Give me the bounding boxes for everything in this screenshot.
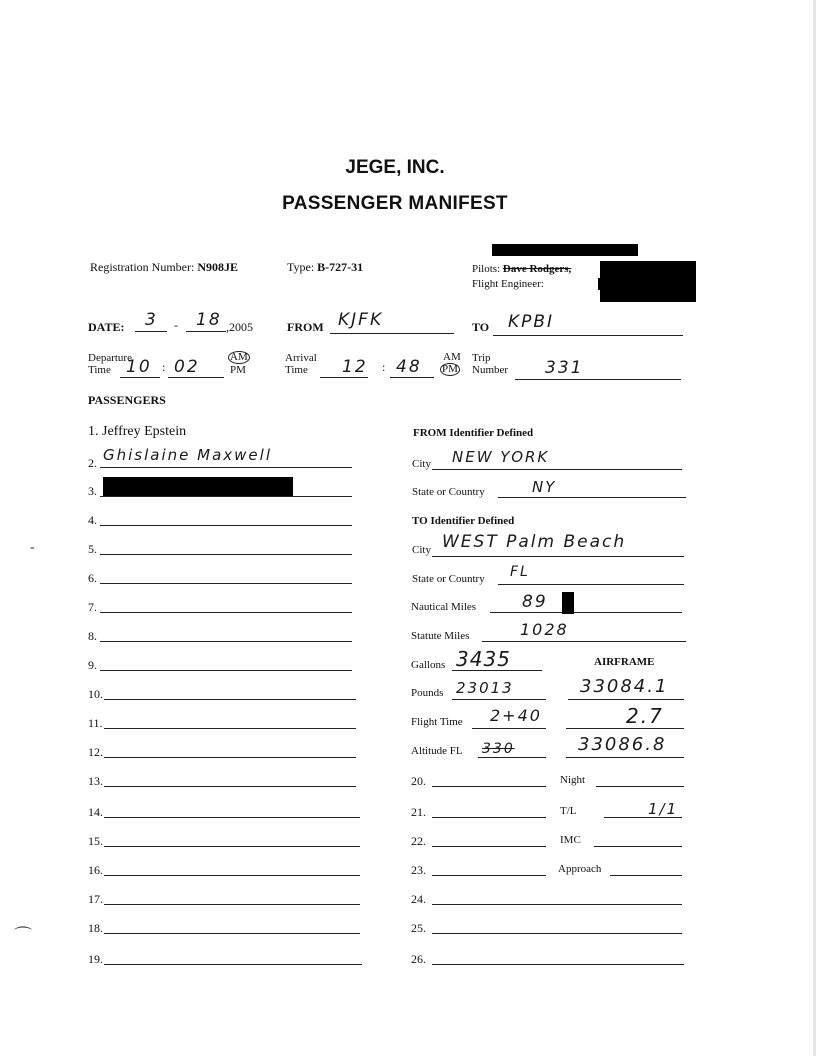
passenger-number: 2. — [88, 456, 97, 470]
flight-time-value: 2+40 — [490, 706, 542, 725]
passenger-line — [104, 904, 360, 905]
gallons-label: Gallons — [411, 659, 446, 671]
passenger-line — [104, 786, 356, 787]
airframe-heading: AIRFRAME — [594, 656, 655, 668]
to-state-value: FL — [510, 564, 530, 580]
passenger-number: 3. — [88, 484, 97, 498]
trip-number: 331 — [545, 358, 584, 378]
from-value: KJFK — [338, 310, 384, 330]
altitude-label: Altitude FL — [411, 745, 463, 757]
altitude-line — [478, 757, 546, 758]
passenger-number: 16. — [88, 863, 103, 877]
passenger-line — [104, 846, 360, 847]
passenger-number: 13. — [88, 774, 103, 788]
departure-ampm — [228, 351, 250, 376]
pilots-value: Dave Rodgers, — [502, 263, 572, 275]
from-city-line — [432, 469, 682, 470]
passenger-line — [100, 554, 352, 555]
from-city-value: NEW YORK — [452, 448, 550, 466]
passenger-line — [100, 467, 352, 468]
passenger-line — [104, 964, 362, 965]
trip-label-line1: Trip — [472, 352, 491, 364]
night-line — [596, 786, 684, 787]
from-city-label: City — [412, 458, 431, 470]
scan-mark: - — [30, 540, 35, 555]
to-city-label: City — [412, 544, 431, 556]
row-line — [432, 933, 682, 934]
date-month: 3 — [145, 310, 158, 330]
passenger-number: 19. — [88, 952, 103, 966]
arrival-label — [285, 352, 317, 376]
row-number: 20. — [411, 774, 426, 788]
statute-miles-line — [482, 641, 686, 642]
altitude-value: 330 — [482, 741, 515, 757]
flight-engineer-label: Flight Engineer: — [472, 278, 544, 290]
airframe-altitude-value: 33086.8 — [578, 734, 667, 755]
gallons-value: 3435 — [456, 647, 511, 671]
date-day: 18 — [196, 310, 222, 330]
row-line — [432, 786, 546, 787]
row-number: 22. — [411, 834, 426, 848]
passenger-number: 7. — [88, 600, 97, 614]
row-line — [432, 817, 546, 818]
passenger-line — [100, 525, 352, 526]
arrival-label-line1: Arrival — [285, 352, 317, 364]
passenger-number: 9. — [88, 658, 97, 672]
to-city-line — [432, 556, 684, 557]
airframe-flight-time-value: 2.7 — [626, 704, 664, 728]
statute-miles-label: Statute Miles — [411, 630, 470, 642]
arrival-am: AM — [443, 351, 461, 363]
passenger-number: 5. — [88, 542, 97, 556]
passenger-line — [104, 933, 360, 934]
redaction-bar — [562, 592, 574, 614]
row-number: 21. — [411, 805, 426, 819]
departure-pm: PM — [230, 364, 246, 376]
passenger-line — [100, 670, 352, 671]
departure-hour: 10 — [126, 357, 152, 377]
date-day-line — [186, 331, 226, 332]
row-line — [432, 904, 682, 905]
passenger-number: 14. — [88, 805, 103, 819]
nautical-miles-label: Nautical Miles — [411, 601, 477, 613]
type-value: B-727-31 — [317, 260, 364, 274]
passenger-number: 18. — [88, 921, 103, 935]
to-state-line — [498, 584, 684, 585]
passenger-number: 12. — [88, 745, 103, 759]
registration-value: N908JE — [197, 260, 238, 274]
passenger-line — [100, 583, 352, 584]
to-city-value: WEST Palm Beach — [442, 532, 627, 552]
from-identifier-heading: FROM Identifier Defined — [413, 427, 534, 439]
arrival-hour: 12 — [342, 357, 368, 377]
date-label: DATE: — [88, 320, 125, 334]
imc-line — [594, 846, 682, 847]
redaction-bar — [492, 244, 638, 256]
airframe-pounds-line — [568, 699, 684, 700]
arrival-minute: 48 — [396, 357, 422, 377]
passenger-line — [104, 728, 356, 729]
row-line — [432, 875, 546, 876]
flight-time-line — [472, 728, 546, 729]
row-number: 25. — [411, 921, 426, 935]
redaction-box — [600, 261, 696, 302]
trip-label-line2: Number — [472, 364, 509, 376]
arrival-ampm — [440, 351, 461, 376]
date-month-line — [135, 331, 167, 332]
passenger-number: 1. — [88, 424, 99, 439]
passenger-number: 15. — [88, 834, 103, 848]
statute-miles-value: 1028 — [520, 620, 569, 639]
from-line — [330, 333, 454, 334]
arrival-pm-circled: PM — [442, 363, 458, 375]
pilots-label: Pilots: — [472, 263, 501, 275]
approach-line — [610, 875, 682, 876]
tl-value: 1/1 — [648, 800, 679, 818]
row-line — [432, 964, 684, 965]
departure-minute-line — [168, 377, 224, 378]
passenger-line — [100, 612, 352, 613]
to-line — [493, 335, 683, 336]
to-value: KPBI — [508, 312, 555, 332]
to-state-label: State or Country — [412, 573, 485, 585]
airframe-pounds-value: 33084.1 — [580, 676, 669, 697]
redaction-bar — [598, 278, 606, 290]
type-label: Type: — [287, 260, 315, 274]
passenger-number: 11. — [88, 716, 103, 730]
passenger-row-1 — [88, 424, 186, 440]
from-state-label: State or Country — [412, 486, 485, 498]
date-year-field: ,2005 — [226, 320, 253, 334]
date-year: 2005 — [229, 320, 253, 334]
row-number: 23. — [411, 863, 426, 877]
row-number: 26. — [411, 952, 426, 966]
pounds-value: 23013 — [456, 679, 514, 697]
passenger-line — [100, 641, 352, 642]
company-title: JEGE, INC. — [345, 157, 445, 178]
airframe-flight-time-line — [566, 728, 684, 729]
registration-field — [90, 260, 238, 275]
departure-colon: : — [162, 360, 166, 374]
row-number: 24. — [411, 892, 426, 906]
arrival-colon: : — [382, 360, 386, 374]
trip-line — [515, 379, 681, 380]
manifest-title: PASSENGER MANIFEST — [282, 193, 508, 214]
departure-am-circled: AM — [230, 351, 248, 363]
passenger-number: 6. — [88, 571, 97, 585]
passenger-line — [100, 496, 352, 497]
arrival-label-line2: Time — [285, 364, 308, 376]
nautical-miles-value: 89 — [522, 592, 548, 612]
passenger-name: Jeffrey Epstein — [102, 424, 187, 439]
night-label: Night — [560, 774, 586, 786]
scan-mark: ⌒ — [14, 926, 32, 946]
date-separator: - — [174, 318, 178, 332]
departure-label-line2: Time — [88, 364, 111, 376]
row-line — [432, 846, 546, 847]
departure-hour-line — [120, 377, 160, 378]
pilots-field — [472, 263, 571, 275]
flight-time-label: Flight Time — [411, 716, 463, 728]
passengers-heading: PASSENGERS — [88, 393, 166, 407]
arrival-minute-line — [390, 377, 434, 378]
imc-label: IMC — [560, 834, 581, 846]
from-state-line — [498, 497, 686, 498]
departure-label-line1: Departure — [88, 352, 132, 364]
airframe-altitude-line — [566, 757, 684, 758]
passenger-number: 10. — [88, 687, 103, 701]
passenger-number: 8. — [88, 629, 97, 643]
nautical-miles-line — [490, 612, 682, 613]
arrival-hour-line — [320, 377, 368, 378]
tl-label: T/L — [560, 805, 577, 817]
type-field — [287, 260, 363, 275]
approach-label: Approach — [558, 863, 602, 875]
to-label: TO — [472, 320, 490, 334]
redaction-box — [103, 477, 293, 496]
passenger-line — [104, 817, 360, 818]
registration-label: Registration Number: — [90, 260, 195, 274]
departure-minute: 02 — [174, 357, 200, 377]
pounds-line — [452, 699, 546, 700]
passenger-name: Ghislaine Maxwell — [103, 446, 272, 464]
passenger-line — [104, 699, 356, 700]
passenger-line — [104, 757, 356, 758]
to-identifier-heading: TO Identifier Defined — [412, 515, 515, 527]
pounds-label: Pounds — [411, 687, 444, 699]
passenger-line — [104, 875, 360, 876]
from-state-value: NY — [532, 478, 557, 496]
passenger-number: 4. — [88, 513, 97, 527]
from-label: FROM — [287, 320, 324, 334]
passenger-number: 17. — [88, 892, 103, 906]
trip-label — [472, 352, 508, 376]
